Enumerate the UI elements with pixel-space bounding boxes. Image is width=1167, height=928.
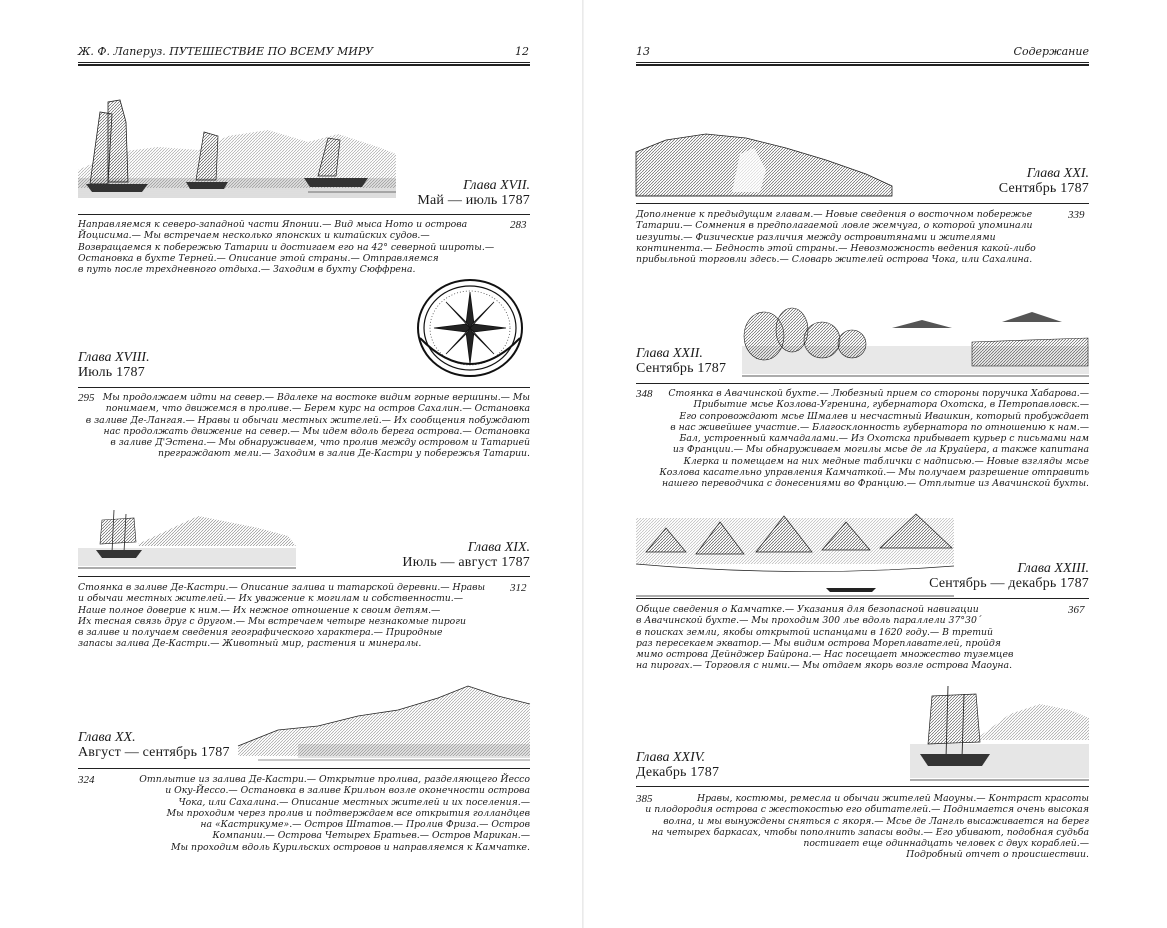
chapter-rule — [78, 214, 530, 215]
chapter-title: Глава XVIII. — [78, 350, 150, 365]
chapter-page-number[interactable]: 339 — [1068, 209, 1085, 221]
chapter-heading-23 — [929, 561, 1089, 591]
chapter-dates: Сентябрь — декабрь 1787 — [929, 576, 1089, 591]
chapter-heading-18 — [78, 350, 150, 380]
chapter-dates: Май — июль 1787 — [417, 193, 530, 208]
header-rule — [636, 62, 1089, 66]
chapter-dates: Сентябрь 1787 — [998, 181, 1089, 196]
chapter-dates: Декабрь 1787 — [636, 765, 720, 780]
chapter-summary-24: Нравы, костюмы, ремесла и обычаи жителей Маоуны.— Контраст красоты и плодородия острова с жестокостью его обитателей.— Поднимается очень высокая волна, и мы вынуждены сняться с якоря.— Мсье де Лангль высаживается на берег на четырех баркасах, чтобы пополнить запасы воды.— Его убивают, подобная судьба постигает еще одиннадцать человек с двух кораблей.— Подробный отчет о происшествии. — [645, 793, 1089, 861]
chapter-title: Глава XX. — [78, 730, 136, 745]
chapter-heading-17 — [417, 178, 530, 208]
chapter-heading-22 — [636, 346, 726, 376]
chapter-rule — [636, 203, 1089, 204]
chapter-summary-21: Дополнение к предыдущим главам.— Новые сведения о восточном побережье Татарии.— Сомнения в предполагаемой ловле жемчуга, о которой упоминали иезуиты.— Физические различия между островитянами и жителями континента.— Бедность этой страны.— Невозможность ведения какой-либо прибыльной торговли здесь.— Словарь жителей острова Чока, или Сахалина. — [636, 209, 1036, 266]
chapter-page-number[interactable]: 324 — [78, 774, 95, 786]
forest-village-engraving — [742, 300, 1089, 380]
chapter-summary-18: Мы продолжаем идти на север.— Вдалеке на востоке видим горные вершины.— Мы понимаем, что движемся в проливе.— Берем курс на остров Сахалин.— Остановка в заливе Де-Лангая.— Нравы и обычаи местных жителей.— Их сообщения побуждают нас продолжать движение на север.— Мы идем вдоль берега острова.— Остановка в заливе Д'Эстена.— Мы обнаруживаем, что пролив между островом и Татарией преграждают мели.— Заходим в залив Де-Кастри у побережья Татарии. — [85, 392, 530, 460]
chapter-summary-19: Стоянка в заливе Де-Кастри.— Описание залива и татарской деревни.— Нравы и обычаи местных жителей.— Их уважение к могилам и собственности.— Наше полное доверие к ним.— Их нежное отношение к своим детям.— Их тесная связь друг с другом.— Мы встречаем четыре незнакомые пироги в заливе и получаем сведения географического характера.— Природные запасы залива Де-Кастри.— Животный мир, растения и минералы. — [78, 582, 486, 650]
chapter-rule — [636, 383, 1089, 384]
running-head-title: Ж. Ф. Лаперуз. ПУТЕШЕСТВИЕ ПО ВСЕМУ МИРУ — [78, 45, 374, 58]
chapter-rule — [636, 598, 1089, 599]
chapter-rule — [78, 576, 530, 577]
cliff-island-engraving — [636, 130, 892, 202]
ship-bay-engraving — [78, 502, 296, 574]
chapter-summary-22: Стоянка в Авачинской бухте.— Любезный прием со стороны поручика Хабарова.— Прибытие мсье Козлова-Угренина, губернатора Охотска, в Петропавловск.— Его сопровождают мсье Шмалев и несчастный Ивашкин, который пробуждает в нас живейшее участие.— Благосклонность губернатора по отношению к нам.— Бал, устроенный камчадалами.— Из Охотска прибывает курьер с письмами нам из Франции.— Мы обнаруживаем могилы мсье де ла Круайера, а также капитана Клерка и помещаем на них медные таблички с надписью.— Новые взгляды мсье Козлова касательно управления Камчаткой.— Мы получаем разрешение отправить нашего переводчика с донесениями во Францию.— Отплытие из Авачинской бухты. — [659, 388, 1089, 490]
chapter-heading-24 — [636, 750, 719, 780]
mountain-shore-engraving — [238, 686, 530, 770]
chapter-heading-19 — [402, 540, 530, 570]
page-number: 12 — [515, 45, 529, 58]
chapter-page-number[interactable]: 367 — [1068, 604, 1085, 616]
chapter-page-number[interactable]: 283 — [510, 219, 527, 231]
chapter-rule — [636, 786, 1089, 787]
chapter-page-number[interactable]: 348 — [636, 388, 653, 400]
chapter-title: Глава XVII. — [463, 178, 530, 193]
chapter-title: Глава XXII. — [636, 346, 703, 361]
right-page — [584, 0, 1167, 928]
chapter-page-number[interactable]: 385 — [636, 793, 653, 805]
native-huts-engraving — [636, 508, 954, 598]
chapter-title: Глава XXIV. — [636, 750, 705, 765]
chapter-heading-20 — [78, 730, 230, 760]
header-rule — [78, 62, 530, 66]
chapter-dates: Июль — август 1787 — [402, 555, 530, 570]
chapter-title: Глава XXI. — [1026, 166, 1089, 181]
chapter-dates: Сентябрь 1787 — [636, 361, 727, 376]
chapter-page-number[interactable]: 312 — [510, 582, 527, 594]
chapter-heading-21 — [999, 166, 1089, 196]
chapter-summary-23: Общие сведения о Камчатке.— Указания для безопасной навигации в Авачинской бухте.— Мы проходим 300 лье вдоль параллели 37°30´ в поисках земли, якобы открытой испанцами в 1620 году.— В третий раз пересекаем экватор.— Мы видим острова Мореплавателей, пройдя мимо острова Дейнджер Байрона.— Нас посещает множество туземцев на пирогах.— Торговля с ними.— Мы отдаем якорь возле острова Маоуна. — [636, 604, 1014, 672]
chapter-page-number[interactable]: 295 — [78, 392, 95, 404]
chapter-title: Глава XIX. — [467, 540, 530, 555]
left-page — [0, 0, 583, 928]
sailing-ship-engraving — [910, 684, 1089, 784]
chapter-rule — [78, 768, 530, 769]
running-head-title: Содержание — [1013, 45, 1089, 58]
chapter-title: Глава XXIII. — [1017, 561, 1089, 576]
page-number: 13 — [636, 45, 650, 58]
chapter-dates: Июль 1787 — [78, 365, 145, 380]
junks-harbor-engraving — [78, 92, 396, 202]
chapter-dates: Август — сентябрь 1787 — [78, 745, 230, 760]
chapter-summary-17: Направляемся к северо-западной части Японии.— Вид мыса Ното и острова Йоцисима.— Мы встречаем несколько японских и китайских судов.— Возвращаемся к побережью Татарии и достигаем его на 42° северной широты.— Остановка в бухте Терней.— Описание этой страны.— Отправляемся в путь после трехдневного отдыха.— Заходим в бухту Сюффрена. — [78, 219, 495, 276]
chapter-rule — [78, 387, 530, 388]
chapter-summary-20: Отплытие из залива Де-Кастри.— Открытие пролива, разделяющего Йессо и Оку-Йессо.— Остановка в заливе Крильон возле оконечности острова Чока, или Сахалина.— Описание местных жителей и их поселения.— Мы проходим через пролив и подтверждаем все открытия голландцев на «Кастрикуме».— Остров Штатов.— Пролив Фриза.— Остров Компании.— Острова Четырех Братьев.— Остров Марикан.— Мы проходим вдоль Курильских островов и направляемся к Камчатке. — [139, 774, 530, 853]
compass-rose-engraving — [416, 278, 524, 382]
